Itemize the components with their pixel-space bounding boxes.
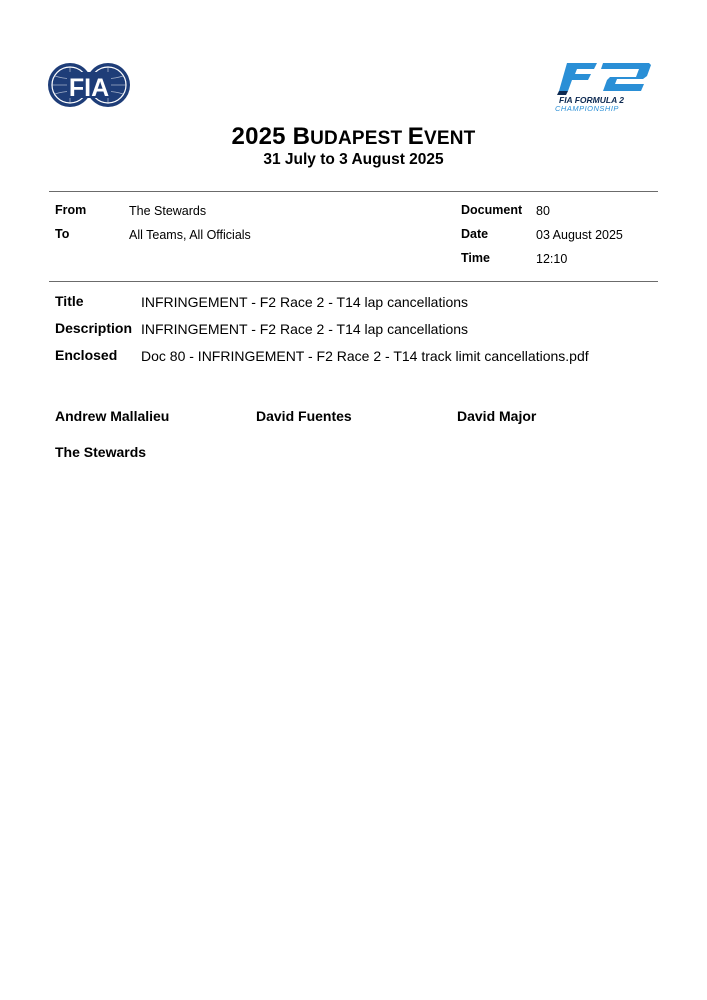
title-value: INFRINGEMENT - F2 Race 2 - T14 lap cancellations — [141, 294, 469, 310]
event-title: 2025 BUDAPEST EVENT — [231, 123, 476, 150]
date-value: 03 August 2025 — [536, 228, 623, 242]
event-dates: 31 July to 3 August 2025 — [263, 151, 444, 168]
divider-top — [49, 191, 658, 192]
steward-name: David Major — [457, 408, 537, 424]
description-value: INFRINGEMENT - F2 Race 2 - T14 lap cancellations — [141, 321, 469, 337]
time-label: Time — [461, 251, 490, 265]
steward-name: Andrew Mallalieu — [55, 408, 170, 424]
enclosed-label: Enclosed — [55, 347, 118, 363]
steward-name: David Fuentes — [256, 408, 352, 424]
f2-logo-subtitle: FIA FORMULA 2 — [559, 95, 625, 105]
document-value: 80 — [536, 204, 550, 218]
to-label: To — [55, 227, 70, 241]
f2-logo-subtitle-2: CHAMPIONSHIP — [555, 104, 619, 112]
date-label: Date — [461, 227, 489, 241]
fia-logo — [47, 57, 131, 113]
document-label: Document — [461, 203, 523, 217]
from-label: From — [55, 203, 87, 217]
to-value: All Teams, All Officials — [129, 228, 251, 242]
time-value: 12:10 — [536, 252, 568, 266]
fia-logo-text: FIA — [68, 74, 110, 102]
description-label: Description — [55, 320, 133, 336]
enclosed-value[interactable]: Doc 80 - INFRINGEMENT - F2 Race 2 - T14 track limit cancellations.pdf — [141, 348, 589, 364]
stewards-signature-group: The Stewards — [55, 444, 147, 460]
divider-bottom — [49, 281, 658, 282]
from-value: The Stewards — [129, 204, 207, 218]
title-label: Title — [55, 293, 84, 309]
f2-championship-logo — [553, 60, 657, 112]
